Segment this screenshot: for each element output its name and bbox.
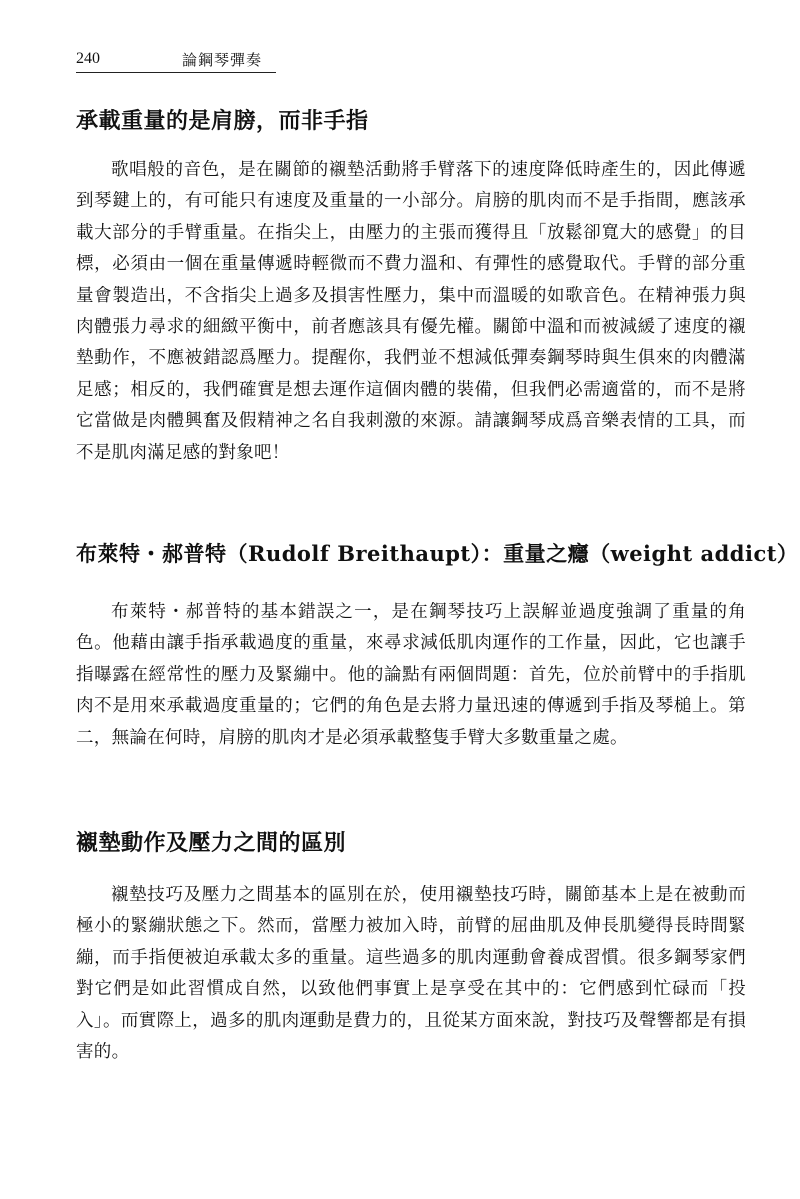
section-heading-shoulders: 承載重量的是肩膀，而非手指 <box>76 108 369 134</box>
page-number: 240 <box>76 50 100 67</box>
section-heading-breithaupt: 布萊特・郝普特（Rudolf Breithaupt）：重量之癮（weight addict） <box>76 541 799 566</box>
running-header <box>76 46 276 73</box>
section-paragraph-shoulders: 歌唱般的音色，是在關節的襯墊活動將手臂落下的速度降低時產生的，因此傳遞到琴鍵上的，有可能只有速度及重量的一小部分。肩膀的肌肉而不是手指間，應該承載大部分的手臂重量。在指尖上，由壓力的主張而獲得且「放鬆卻寬大的感覺」的目標，必須由一個在重量傳遞時輕微而不費力溫和、有彈性的感覺取代。手臂的部分重量會製造出，不含指尖上過多及損害性壓力，集中而溫暖的如歌音色。在精神張力與肉體張力尋求的細緻平衡中，前者應該具有優先權。關節中溫和而被減緩了速度的襯墊動作，不應被錯認爲壓力。提醒你，我們並不想減低彈奏鋼琴時與生俱來的肉體滿足感；相反的，我們確實是想去運作這個肉體的裝備，但我們必需適當的，而不是將它當做是肉體興奮及假精神之名自我刺激的來源。請讓鋼琴成爲音樂表情的工具，而不是肌肉滿足感的對象吧！ <box>76 160 746 463</box>
section-paragraph-padding-vs-pressure: 襯墊技巧及壓力之間基本的區別在於，使用襯墊技巧時，關節基本上是在被動而極小的緊繃狀態之下。然而，當壓力被加入時，前臂的屈曲肌及伸長肌變得長時間緊繃，而手指便被迫承載太多的重量。這些過多的肌肉運動會養成習慣。很多鋼琴家們對它們是如此習慣成自然，以致他們事實上是享受在其中的：它們感到忙碌而「投入」。而實際上，過多的肌肉運動是費力的，且從某方面來說，對技巧及聲響都是有損害的。 <box>76 885 746 1063</box>
book-title: 論鋼琴彈奏 <box>182 51 263 69</box>
section-heading-padding-vs-pressure: 襯墊動作及壓力之間的區別 <box>76 830 347 856</box>
section-paragraph-breithaupt: 布萊特・郝普特的基本錯誤之一，是在鋼琴技巧上誤解並過度強調了重量的角色。他藉由讓手指承載過度的重量，來尋求減低肌肉運作的工作量，因此，它也讓手指曝露在經常性的壓力及緊繃中。他的論點有兩個問題：首先，位於前臂中的手指肌肉不是用來承載過度重量的；它們的角色是去將力量迅速的傳遞到手指及琴槌上。第二，無論在何時，肩膀的肌肉才是必須承載整隻手臂大多數重量之處。 <box>76 602 746 748</box>
